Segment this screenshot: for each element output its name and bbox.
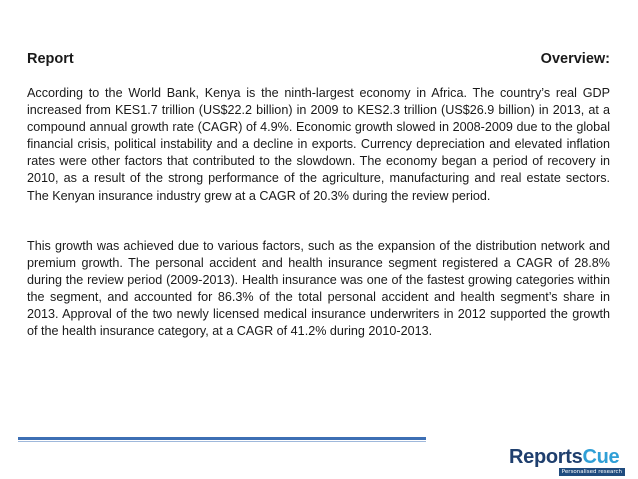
footer-divider-line [18, 441, 426, 442]
heading-left: Report [27, 51, 74, 67]
logo-name-part1: Reports [509, 446, 583, 468]
logo-name-part2: Cue [582, 446, 620, 468]
footer-divider-bar [18, 437, 426, 440]
reportscue-logo [509, 446, 629, 476]
paragraph-growth: This growth was achieved due to various factors, such as the expansion of the distribution network and premium growth. The personal accident and health insurance segment registered a CAGR of 28.8% during the review period (2009-2013). Health insurance was one of the fastest growing categories within the segment, and accounted for 86.3% of the total personal accident and health segment’s share in 2013. Approval of the two newly licensed medical insurance underwriters in 2012 supported the growth of the health insurance category, at a CAGR of 41.2% during 2010-2013. [27, 239, 610, 339]
footer-divider [18, 437, 426, 443]
heading-right: Overview: [540, 51, 610, 67]
logo-tagline: Personalised research [559, 468, 625, 476]
section-heading [27, 50, 610, 68]
logo-wordmark [509, 446, 619, 468]
paragraph-economy: According to the World Bank, Kenya is the ninth-largest economy in Africa. The country’s real GDP increased from KES1.7 trillion (US$22.2 billion) in 2009 to KES2.3 trillion (US$26.9 billion) in 2013, at a compound annual growth rate (CAGR) of 4.9%. Economic growth slowed in 2008-2009 due to the global financial crisis, political instability and a decline in exports. Currency depreciation and elevated inflation rates were other factors that contributed to the slowdown. The economy began a period of recovery in 2010, as a result of the strong performance of the agriculture, manufacturing and real estate sectors. The Kenyan insurance industry grew at a CAGR of 20.3% during the review period. [27, 86, 610, 203]
